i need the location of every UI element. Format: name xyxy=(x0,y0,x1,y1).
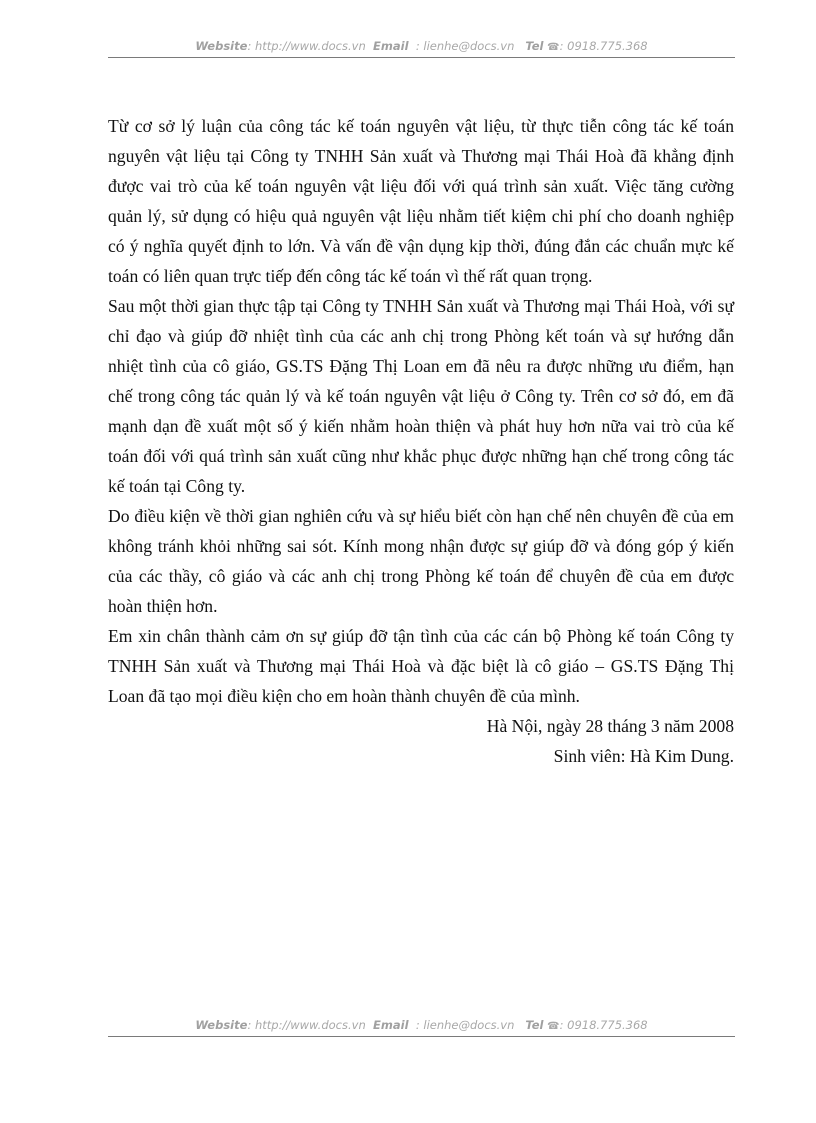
paragraph-4: Em xin chân thành cảm ơn sự giúp đỡ tận tình của các cán bộ Phòng kế toán Công ty TNHH Sản xuất và Thương mại Thái Hoà và đặc biệt là cô giáo – GS.TS Đặng Thị Loan đã tạo mọi điều kiện cho em hoàn thành chuyên đề của mình. xyxy=(108,626,734,706)
header-divider xyxy=(108,57,735,58)
signature-line: Sinh viên: Hà Kim Dung. xyxy=(553,746,734,766)
header-email-value: : lienhe@docs.vn xyxy=(415,39,515,53)
date-line: Hà Nội, ngày 28 tháng 3 năm 2008 xyxy=(486,716,734,736)
page-footer xyxy=(108,1017,735,1035)
paragraph-1: Từ cơ sở lý luận của công tác kế toán nguyên vật liệu, từ thực tiễn công tác kế toán nguyên vật liệu tại Công ty TNHH Sản xuất và Thương mại Thái Hoà đã khẳng định được vai trò của kế toán nguyên vật liệu đối với quá trình sản xuất. Việc tăng cường quản lý, sử dụng có hiệu quả nguyên vật liệu nhằm tiết kiệm chi phí cho doanh nghiệp có ý nghĩa quyết định to lớn. Và vấn đề vận dụng kịp thời, đúng đắn các chuẩn mực kế toán có liên quan trực tiếp đến công tác kế toán vì thế rất quan trọng. xyxy=(108,116,734,286)
phone-icon: ☎ xyxy=(547,42,560,53)
paragraph-2: Sau một thời gian thực tập tại Công ty TNHH Sản xuất và Thương mại Thái Hoà, với sự chỉ đạo và giúp đỡ nhiệt tình của các anh chị trong Phòng kết toán và sự hướng dẫn nhiệt tình của cô giáo, GS.TS Đặng Thị Loan em đã nêu ra được những ưu điểm, hạn chế trong công tác quản lý và kế toán nguyên vật liệu ở Công ty. Trên cơ sở đó, em đã mạnh dạn đề xuất một số ý kiến nhằm hoàn thiện và phát huy hơn nữa vai trò của kế toán đối với quá trình sản xuất cũng như khắc phục được những hạn chế trong công tác kế toán tại Công ty. xyxy=(108,296,734,496)
page-header xyxy=(108,38,735,56)
header-tel-label: Tel xyxy=(525,39,544,53)
footer-website-value: : http://www.docs.vn xyxy=(247,1018,366,1032)
footer-website-label: Website xyxy=(195,1018,248,1032)
phone-icon: ☎ xyxy=(547,1021,560,1032)
header-website-value: : http://www.docs.vn xyxy=(247,39,366,53)
footer-tel-label: Tel xyxy=(525,1018,544,1032)
footer-email-value: : lienhe@docs.vn xyxy=(415,1018,515,1032)
header-tel-value: : 0918.775.368 xyxy=(559,39,648,53)
footer-tel-value: : 0918.775.368 xyxy=(559,1018,648,1032)
footer-email-label: Email xyxy=(373,1018,409,1032)
header-website-label: Website xyxy=(195,39,248,53)
paragraph-3: Do điều kiện về thời gian nghiên cứu và sự hiểu biết còn hạn chế nên chuyên đề của em không tránh khỏi những sai sót. Kính mong nhận được sự giúp đỡ và đóng góp ý kiến của các thầy, cô giáo và các anh chị trong Phòng kế toán để chuyên đề của em được hoàn thiện hơn. xyxy=(108,506,734,616)
footer-divider xyxy=(108,1036,735,1037)
document-body xyxy=(108,111,734,771)
header-email-label: Email xyxy=(373,39,409,53)
